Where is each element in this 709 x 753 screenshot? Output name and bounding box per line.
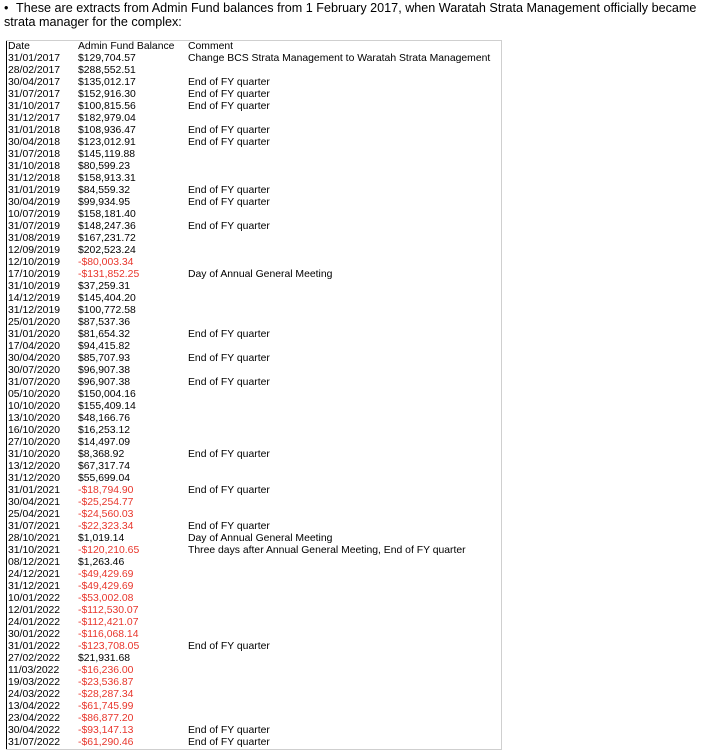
table-row [8, 209, 498, 221]
comment-cell [188, 245, 498, 257]
date-cell: 05/10/2020 [8, 389, 61, 400]
comment-cell [188, 557, 498, 569]
date-cell: 30/04/2019 [8, 197, 61, 208]
table-row [8, 353, 498, 365]
table-body [8, 53, 498, 749]
date-cell: 31/12/2017 [8, 113, 61, 124]
balance-cell: $167,231.72 [78, 233, 136, 244]
comment-cell [188, 317, 498, 329]
comment-cell: End of FY quarter [188, 641, 270, 652]
admin-fund-extract [6, 40, 502, 750]
comment-cell: End of FY quarter [188, 101, 270, 112]
comment-cell [188, 497, 498, 509]
balance-cell: -$53,002.08 [78, 593, 134, 604]
comment-cell [188, 341, 498, 353]
balance-cell: $80,599.23 [78, 161, 131, 172]
balance-cell: $202,523.24 [78, 245, 136, 256]
table-row [8, 389, 498, 401]
table-row [8, 605, 498, 617]
comment-cell [188, 473, 498, 485]
table-row [8, 545, 498, 557]
balance-cell: $123,012.91 [78, 137, 136, 148]
balance-cell: -$24,560.03 [78, 509, 134, 520]
balance-cell: -$61,290.46 [78, 737, 134, 748]
balance-cell: $152,916.30 [78, 89, 136, 100]
comment-cell [188, 293, 498, 305]
comment-cell: End of FY quarter [188, 77, 270, 88]
comment-cell: End of FY quarter [188, 725, 270, 736]
balance-cell: -$18,794.90 [78, 485, 134, 496]
table-row [8, 557, 498, 569]
balance-cell: -$49,429.69 [78, 569, 134, 580]
date-cell: 31/01/2020 [8, 329, 61, 340]
balance-cell: $55,699.04 [78, 473, 131, 484]
bullet-icon: • [4, 1, 9, 15]
balance-cell: $1,019.14 [78, 533, 125, 544]
comment-cell: End of FY quarter [188, 137, 270, 148]
date-cell: 31/07/2017 [8, 89, 61, 100]
balance-cell: $100,772.58 [78, 305, 136, 316]
comment-cell [188, 209, 498, 221]
date-cell: 31/07/2018 [8, 149, 61, 160]
balance-cell: $14,497.09 [78, 437, 131, 448]
comment-cell: End of FY quarter [188, 221, 270, 232]
comment-cell: End of FY quarter [188, 353, 270, 364]
date-cell: 31/12/2018 [8, 173, 61, 184]
date-cell: 10/07/2019 [8, 209, 61, 220]
table-row [8, 173, 498, 185]
table-row [8, 725, 498, 737]
balance-cell: $67,317.74 [78, 461, 131, 472]
comment-cell: End of FY quarter [188, 125, 270, 136]
balance-cell: $37,259.31 [78, 281, 131, 292]
balance-cell: -$116,068.14 [78, 629, 139, 640]
table-row [8, 449, 498, 461]
balance-cell: $150,004.16 [78, 389, 136, 400]
comment-cell: End of FY quarter [188, 89, 270, 100]
date-cell: 27/02/2022 [8, 653, 61, 664]
date-cell: 24/03/2022 [8, 689, 61, 700]
date-cell: 31/07/2021 [8, 521, 61, 532]
table-row [8, 113, 498, 125]
comment-cell [188, 713, 498, 725]
date-cell: 30/04/2022 [8, 725, 61, 736]
table-row [8, 533, 498, 545]
balance-cell: $155,409.14 [78, 401, 136, 412]
table-row [8, 65, 498, 77]
table-row [8, 677, 498, 689]
balance-cell: $129,704.57 [78, 53, 136, 64]
comment-cell: End of FY quarter [188, 197, 270, 208]
header-balance: Admin Fund Balance [78, 41, 175, 52]
balance-cell: -$93,147.13 [78, 725, 134, 736]
table-row [8, 317, 498, 329]
comment-cell [188, 509, 498, 521]
comment-cell [188, 281, 498, 293]
date-cell: 08/12/2021 [8, 557, 61, 568]
balance-cell: $21,931.68 [78, 653, 131, 664]
table-row [8, 653, 498, 665]
balance-cell: -$25,254.77 [78, 497, 134, 508]
comment-cell [188, 581, 498, 593]
date-cell: 31/01/2018 [8, 125, 61, 136]
balance-cell: -$22,323.34 [78, 521, 134, 532]
comment-cell: End of FY quarter [188, 521, 270, 532]
balance-cell: -$49,429.69 [78, 581, 134, 592]
date-cell: 30/04/2018 [8, 137, 61, 148]
date-cell: 13/10/2020 [8, 413, 61, 424]
table-row [8, 617, 498, 629]
balance-cell: $145,119.88 [78, 149, 136, 160]
comment-cell [188, 365, 498, 377]
date-cell: 31/01/2019 [8, 185, 61, 196]
comment-cell [188, 461, 498, 473]
table-row [8, 221, 498, 233]
admin-fund-table [8, 41, 498, 749]
date-cell: 31/12/2020 [8, 473, 61, 484]
balance-cell: -$86,877.20 [78, 713, 134, 724]
table-row [8, 593, 498, 605]
balance-cell: -$28,287.34 [78, 689, 134, 700]
date-cell: 24/12/2021 [8, 569, 61, 580]
date-cell: 19/03/2022 [8, 677, 61, 688]
balance-cell: $288,552.51 [78, 65, 136, 76]
date-cell: 10/10/2020 [8, 401, 61, 412]
date-cell: 14/12/2019 [8, 293, 61, 304]
table-row [8, 233, 498, 245]
comment-cell [188, 689, 498, 701]
table-row [8, 473, 498, 485]
date-cell: 13/12/2020 [8, 461, 61, 472]
date-cell: 17/04/2020 [8, 341, 61, 352]
balance-cell: $99,934.95 [78, 197, 131, 208]
table-row [8, 53, 498, 65]
table-row [8, 197, 498, 209]
table-row [8, 269, 498, 281]
comment-cell [188, 425, 498, 437]
balance-cell: $87,537.36 [78, 317, 131, 328]
date-cell: 11/03/2022 [8, 665, 60, 676]
date-cell: 31/12/2021 [8, 581, 61, 592]
intro-paragraph [4, 1, 704, 29]
date-cell: 31/01/2021 [8, 485, 61, 496]
table-row [8, 701, 498, 713]
table-row [8, 89, 498, 101]
header-comment: Comment [188, 41, 234, 52]
balance-cell: $48,166.76 [78, 413, 131, 424]
date-cell: 23/04/2022 [8, 713, 61, 724]
balance-cell: -$120,210.65 [78, 545, 140, 556]
comment-cell [188, 593, 498, 605]
comment-cell [188, 149, 498, 161]
date-cell: 31/07/2020 [8, 377, 61, 388]
comment-cell: End of FY quarter [188, 377, 270, 388]
table-row [8, 713, 498, 725]
comment-cell [188, 257, 498, 269]
comment-cell [188, 665, 498, 677]
date-cell: 31/10/2018 [8, 161, 61, 172]
comment-cell [188, 305, 498, 317]
balance-cell: $85,707.93 [78, 353, 131, 364]
date-cell: 13/04/2022 [8, 701, 61, 712]
date-cell: 30/07/2020 [8, 365, 61, 376]
table-row [8, 341, 498, 353]
table-row [8, 377, 498, 389]
balance-cell: $158,913.31 [78, 173, 136, 184]
date-cell: 12/10/2019 [8, 257, 61, 268]
balance-cell: $94,415.82 [78, 341, 131, 352]
balance-cell: -$16,236.00 [78, 665, 134, 676]
table-row [8, 413, 498, 425]
balance-cell: $81,654.32 [78, 329, 131, 340]
balance-cell: $158,181.40 [78, 209, 136, 220]
table-row [8, 485, 498, 497]
date-cell: 31/10/2020 [8, 449, 61, 460]
comment-cell: Change BCS Strata Management to Waratah Strata Management [188, 53, 491, 64]
date-cell: 10/01/2022 [8, 593, 61, 604]
balance-cell: -$23,536.87 [78, 677, 134, 688]
table-row [8, 257, 498, 269]
table-row [8, 401, 498, 413]
table-row [8, 437, 498, 449]
table-row [8, 509, 498, 521]
comment-cell: End of FY quarter [188, 185, 270, 196]
date-cell: 31/01/2017 [8, 53, 61, 64]
comment-cell: End of FY quarter [188, 737, 270, 748]
table-row [8, 689, 498, 701]
table-row [8, 425, 498, 437]
balance-cell: -$61,745.99 [78, 701, 134, 712]
date-cell: 25/04/2021 [8, 509, 61, 520]
comment-cell [188, 113, 498, 125]
header-date: Date [8, 41, 30, 52]
date-cell: 31/07/2019 [8, 221, 61, 232]
table-row [8, 641, 498, 653]
comment-cell [188, 701, 498, 713]
date-cell: 31/12/2019 [8, 305, 61, 316]
comment-cell [188, 437, 498, 449]
balance-cell: $96,907.38 [78, 365, 131, 376]
balance-cell: $84,559.32 [78, 185, 131, 196]
date-cell: 31/10/2021 [8, 545, 61, 556]
comment-cell [188, 389, 498, 401]
table-row [8, 137, 498, 149]
comment-cell [188, 173, 498, 185]
table-row [8, 305, 498, 317]
date-cell: 31/08/2019 [8, 233, 61, 244]
table-header-row [8, 41, 498, 53]
comment-cell [188, 413, 498, 425]
date-cell: 12/01/2022 [8, 605, 61, 616]
table-row [8, 101, 498, 113]
date-cell: 16/10/2020 [8, 425, 61, 436]
table-row [8, 281, 498, 293]
balance-cell: $145,404.20 [78, 293, 136, 304]
comment-cell: Three days after Annual General Meeting, End of FY quarter [188, 545, 466, 556]
table-row [8, 461, 498, 473]
date-cell: 30/01/2022 [8, 629, 61, 640]
comment-cell [188, 629, 498, 641]
date-cell: 27/10/2020 [8, 437, 61, 448]
table-row [8, 581, 498, 593]
comment-cell [188, 653, 498, 665]
date-cell: 30/04/2021 [8, 497, 61, 508]
balance-cell: -$123,708.05 [78, 641, 140, 652]
balance-cell: -$112,530.07 [78, 605, 139, 616]
table-row [8, 737, 498, 749]
table-row [8, 293, 498, 305]
table-row [8, 569, 498, 581]
table-row [8, 149, 498, 161]
balance-cell: -$112,421.07 [78, 617, 139, 628]
date-cell: 28/02/2017 [8, 65, 61, 76]
comment-cell [188, 677, 498, 689]
date-cell: 31/10/2019 [8, 281, 61, 292]
table-row [8, 497, 498, 509]
balance-cell: $148,247.36 [78, 221, 136, 232]
comment-cell [188, 569, 498, 581]
balance-cell: $182,979.04 [78, 113, 136, 124]
date-cell: 25/01/2020 [8, 317, 61, 328]
comment-cell [188, 65, 498, 77]
date-cell: 30/04/2017 [8, 77, 61, 88]
comment-cell [188, 401, 498, 413]
date-cell: 17/10/2019 [8, 269, 61, 280]
table-row [8, 329, 498, 341]
comment-cell [188, 161, 498, 173]
table-row [8, 77, 498, 89]
table-row [8, 521, 498, 533]
comment-cell: End of FY quarter [188, 485, 270, 496]
comment-cell [188, 233, 498, 245]
balance-cell: $8,368.92 [78, 449, 125, 460]
table-row [8, 245, 498, 257]
comment-cell: End of FY quarter [188, 449, 270, 460]
date-cell: 31/07/2022 [8, 737, 61, 748]
comment-cell [188, 617, 498, 629]
comment-cell: Day of Annual General Meeting [188, 533, 333, 544]
balance-cell: $108,936.47 [78, 125, 136, 136]
date-cell: 31/10/2017 [8, 101, 61, 112]
balance-cell: -$131,852.25 [78, 269, 140, 280]
comment-cell: End of FY quarter [188, 329, 270, 340]
date-cell: 12/09/2019 [8, 245, 61, 256]
balance-cell: $96,907.38 [78, 377, 131, 388]
table-row [8, 365, 498, 377]
intro-text: These are extracts from Admin Fund balances from 1 February 2017, when Waratah Strata Management officially became strata manager for the complex: [4, 1, 697, 29]
balance-cell: $100,815.56 [78, 101, 136, 112]
comment-cell [188, 605, 498, 617]
table-row [8, 161, 498, 173]
table-row [8, 185, 498, 197]
date-cell: 24/01/2022 [8, 617, 61, 628]
balance-cell: $16,253.12 [78, 425, 131, 436]
date-cell: 28/10/2021 [8, 533, 61, 544]
balance-cell: $135,012.17 [78, 77, 136, 88]
balance-cell: -$80,003.34 [78, 257, 134, 268]
table-row [8, 665, 498, 677]
date-cell: 30/04/2020 [8, 353, 61, 364]
comment-cell: Day of Annual General Meeting [188, 269, 333, 280]
table-row [8, 629, 498, 641]
table-row [8, 125, 498, 137]
balance-cell: $1,263.46 [78, 557, 125, 568]
date-cell: 31/01/2022 [8, 641, 61, 652]
